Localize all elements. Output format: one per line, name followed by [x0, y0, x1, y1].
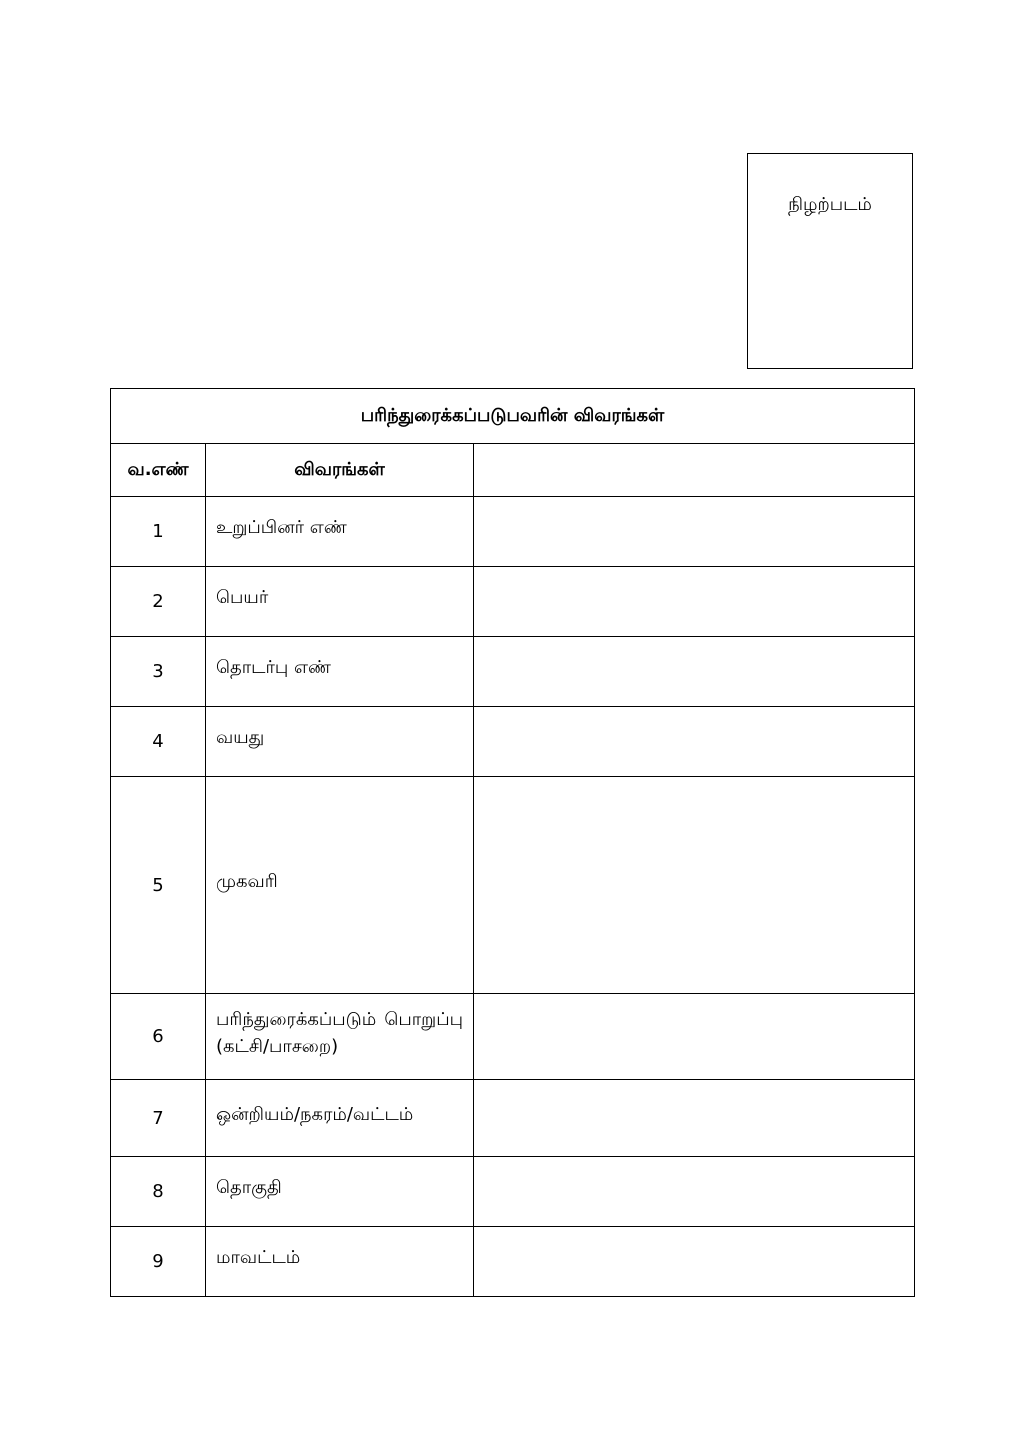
- table-row: [111, 707, 915, 777]
- row-number: 5: [111, 777, 206, 994]
- row-label-text: முகவரி: [216, 870, 278, 892]
- contact-number-value-cell[interactable]: [474, 637, 915, 707]
- row-label: [206, 637, 474, 707]
- district-value-cell[interactable]: [474, 1227, 915, 1297]
- table-row: [111, 777, 915, 994]
- table-header-row: [111, 444, 915, 497]
- row-number: 2: [111, 567, 206, 637]
- row-label-text: ஒன்றியம்/நகரம்/வட்டம்: [216, 1103, 414, 1125]
- member-number-value-cell[interactable]: [474, 497, 915, 567]
- age-value-cell[interactable]: [474, 707, 915, 777]
- row-number: 1: [111, 497, 206, 567]
- row-label-text: பெயர்: [216, 587, 269, 609]
- row-number: 6: [111, 994, 206, 1080]
- row-label: [206, 994, 474, 1080]
- row-label-text: பரிந்துரைக்கப்படும் பொறுப்பு (கட்சி/பாசறை): [216, 1009, 463, 1057]
- table-row: [111, 994, 915, 1080]
- row-label: [206, 1080, 474, 1157]
- table-row: [111, 567, 915, 637]
- row-number: 8: [111, 1157, 206, 1227]
- header-details: விவரங்கள்: [206, 444, 474, 497]
- photo-label: நிழற்படம்: [788, 193, 872, 215]
- header-serial-number: வ.எண்: [111, 444, 206, 497]
- row-label: [206, 707, 474, 777]
- table-row: [111, 1227, 915, 1297]
- row-label: [206, 1157, 474, 1227]
- table-title: பரிந்துரைக்கப்படுபவரின் விவரங்கள்: [111, 389, 915, 444]
- row-number: 7: [111, 1080, 206, 1157]
- row-label-text: உறுப்பினர் எண்: [216, 517, 347, 539]
- row-number: 9: [111, 1227, 206, 1297]
- table-row: [111, 1157, 915, 1227]
- row-label: [206, 497, 474, 567]
- photo-placeholder-box: [747, 153, 913, 369]
- table-row: [111, 637, 915, 707]
- table-title-row: [111, 389, 915, 444]
- row-label-text: தொகுதி: [216, 1177, 282, 1199]
- recommended-role-value-cell[interactable]: [474, 994, 915, 1080]
- row-label-text: மாவட்டம்: [216, 1247, 301, 1269]
- table-row: [111, 497, 915, 567]
- name-value-cell[interactable]: [474, 567, 915, 637]
- row-label-text: வயது: [216, 727, 265, 749]
- header-value: [474, 444, 915, 497]
- constituency-value-cell[interactable]: [474, 1157, 915, 1227]
- table-row: [111, 1080, 915, 1157]
- nominee-details-table: [110, 388, 915, 1297]
- row-label: [206, 777, 474, 994]
- row-label-text: தொடர்பு எண்: [216, 657, 331, 679]
- row-number: 3: [111, 637, 206, 707]
- address-value-cell[interactable]: [474, 777, 915, 994]
- row-label: [206, 567, 474, 637]
- row-label: [206, 1227, 474, 1297]
- row-number: 4: [111, 707, 206, 777]
- union-town-circle-value-cell[interactable]: [474, 1080, 915, 1157]
